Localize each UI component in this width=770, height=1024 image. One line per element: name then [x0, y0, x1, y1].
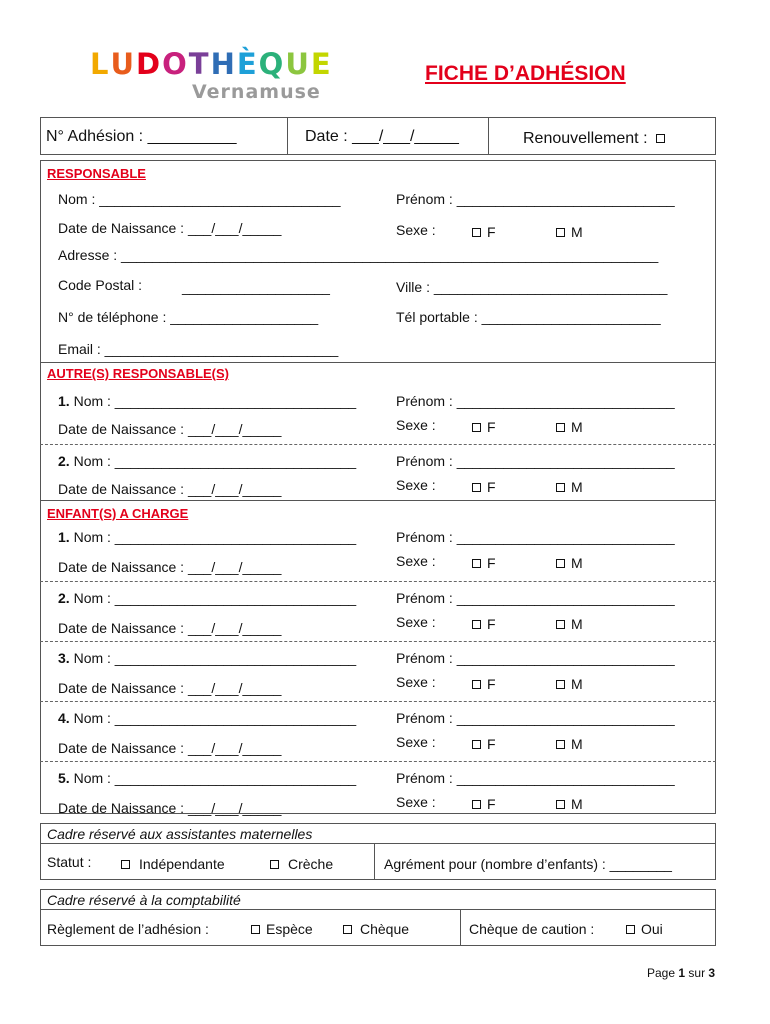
- page-number: [647, 966, 715, 980]
- renouvellement-label: [523, 131, 671, 147]
- option-label: F: [487, 796, 496, 812]
- checkbox-icon[interactable]: [556, 228, 565, 237]
- sexe-label: Sexe :: [396, 553, 436, 569]
- nom-line[interactable]: Nom : _______________________________: [69, 393, 357, 409]
- sexe-label: Sexe :: [396, 674, 436, 690]
- option-label: M: [571, 479, 583, 495]
- enfants-4-sexe-m[interactable]: [556, 736, 583, 752]
- sexe-label: Sexe :: [396, 734, 436, 750]
- header-divider-1: [287, 117, 288, 155]
- checkbox-icon[interactable]: [556, 483, 565, 492]
- checkbox-icon[interactable]: [251, 925, 260, 934]
- enfants-4-naissance-field[interactable]: [58, 740, 281, 756]
- enfants-2-prenom-field[interactable]: [396, 590, 675, 606]
- autres-2-nom-field[interactable]: [58, 453, 356, 469]
- section-enfants-heading: ENFANT(S) A CHARGE: [47, 506, 189, 521]
- option-label: Crèche: [288, 856, 334, 872]
- responsable-ville-field[interactable]: Ville : ______________________________: [396, 279, 668, 295]
- option-label: Chèque: [360, 921, 410, 937]
- enfants-4-nom-field[interactable]: [58, 710, 356, 726]
- section-responsable-heading: RESPONSABLE: [47, 166, 146, 181]
- prenom-line[interactable]: Prénom : ____________________________: [396, 529, 675, 545]
- logo-letter: O: [162, 47, 189, 81]
- naissance-line[interactable]: Date de Naissance : ___/___/_____: [58, 740, 282, 756]
- item-number: 2.: [58, 590, 70, 606]
- option-label: F: [487, 479, 496, 495]
- prenom-line[interactable]: Prénom : ____________________________: [396, 590, 675, 606]
- prenom-line[interactable]: Prénom : ____________________________: [396, 453, 675, 469]
- naissance-line[interactable]: Date de Naissance : ___/___/_____: [58, 800, 282, 816]
- sexe-label: Sexe :: [396, 417, 436, 433]
- logo-subtitle: Vernamuse: [192, 81, 321, 103]
- enfants-3-nom-field[interactable]: [58, 650, 356, 666]
- checkbox-icon[interactable]: [472, 740, 481, 749]
- row-divider: [40, 761, 716, 762]
- enfants-1-sexe-m[interactable]: [556, 555, 583, 571]
- enfants-3-sexe-f[interactable]: [472, 676, 496, 692]
- row-divider: [40, 641, 716, 642]
- responsable-sexe-m[interactable]: [556, 224, 583, 240]
- enfants-5-naissance-field[interactable]: [58, 800, 281, 816]
- checkbox-icon[interactable]: [270, 860, 279, 869]
- naissance-line[interactable]: Date de Naissance : ___/___/_____: [58, 481, 282, 497]
- nom-line[interactable]: Nom : _______________________________: [69, 453, 357, 469]
- checkbox-icon[interactable]: [472, 559, 481, 568]
- enfants-1-naissance-field[interactable]: [58, 559, 281, 575]
- autres-1-prenom-field[interactable]: [396, 393, 675, 409]
- naissance-line[interactable]: Date de Naissance : ___/___/_____: [58, 421, 282, 437]
- logo-letter: Q: [258, 47, 286, 81]
- item-number: 1.: [58, 529, 70, 545]
- checkbox-icon[interactable]: [556, 740, 565, 749]
- logo-letter: U: [110, 47, 137, 81]
- enfants-1-prenom-field[interactable]: [396, 529, 675, 545]
- sexe-label: Sexe :: [396, 477, 436, 493]
- reglement-espece[interactable]: [251, 921, 313, 937]
- logo-letter: U: [285, 47, 311, 81]
- autres-1-sexe-m[interactable]: [556, 419, 583, 435]
- logo-letter: E: [310, 47, 333, 81]
- item-number: 5.: [58, 770, 70, 786]
- sexe-label: Sexe :: [396, 614, 436, 630]
- enfants-3-sexe-label: [396, 674, 436, 690]
- option-label: F: [487, 676, 496, 692]
- sexe-label: Sexe :: [396, 794, 436, 810]
- responsable-naissance-field[interactable]: Date de Naissance : ___/___/_____: [58, 220, 282, 236]
- renouvellement-checkbox[interactable]: [656, 134, 665, 143]
- item-number: 1.: [58, 393, 70, 409]
- autres-2-sexe-label: [396, 477, 436, 493]
- enfants-2-sexe-label: [396, 614, 436, 630]
- checkbox-icon[interactable]: [472, 680, 481, 689]
- enfants-4-sexe-label: [396, 734, 436, 750]
- logo-letter: H: [210, 47, 237, 81]
- adhesion-number-field[interactable]: N° Adhésion : __________: [46, 128, 237, 145]
- assistantes-vdivider: [374, 843, 375, 880]
- enfants-5-nom-field[interactable]: [58, 770, 356, 786]
- page-current: 1: [678, 966, 686, 980]
- enfants-5-prenom-field[interactable]: [396, 770, 675, 786]
- nom-line[interactable]: Nom : _______________________________: [69, 590, 357, 606]
- prenom-line[interactable]: Prénom : ____________________________: [396, 710, 675, 726]
- responsable-nom-field[interactable]: Nom : _______________________________: [58, 191, 341, 207]
- enfants-1-sexe-f[interactable]: [472, 555, 496, 571]
- row-divider: [40, 444, 716, 445]
- reglement-label: Règlement de l’adhésion :: [47, 921, 209, 937]
- logo-letter: È: [236, 47, 259, 81]
- page-sur: sur: [688, 966, 706, 980]
- prenom-line[interactable]: Prénom : ____________________________: [396, 770, 675, 786]
- checkbox-icon[interactable]: [556, 680, 565, 689]
- assistantes-divider: [40, 843, 716, 844]
- responsable-portable-field[interactable]: Tél portable : _______________________: [396, 309, 661, 325]
- item-number: 2.: [58, 453, 70, 469]
- responsable-email-field[interactable]: Email : ______________________________: [58, 341, 339, 357]
- nom-line[interactable]: Nom : _______________________________: [69, 650, 357, 666]
- option-label: M: [571, 676, 583, 692]
- checkbox-icon[interactable]: [121, 860, 130, 869]
- option-label: M: [571, 616, 583, 632]
- prenom-line[interactable]: Prénom : ____________________________: [396, 650, 675, 666]
- option-label: M: [571, 736, 583, 752]
- row-divider: [40, 701, 716, 702]
- checkbox-icon[interactable]: [472, 228, 481, 237]
- checkbox-icon[interactable]: [472, 800, 481, 809]
- responsable-adresse-field[interactable]: Adresse : _____________________________________________________________________: [58, 247, 659, 263]
- enfants-1-sexe-label: [396, 553, 436, 569]
- statut-independante[interactable]: [121, 856, 225, 872]
- statut-creche[interactable]: [270, 856, 333, 872]
- option-label: Indépendante: [139, 856, 225, 872]
- responsable-code-postal-label: Code Postal :: [58, 277, 143, 293]
- checkbox-icon[interactable]: [556, 800, 565, 809]
- checkbox-icon[interactable]: [626, 925, 635, 934]
- logo-letter: T: [188, 47, 211, 81]
- comptabilite-divider: [40, 909, 716, 910]
- enfants-5-sexe-f[interactable]: [472, 796, 496, 812]
- checkbox-icon[interactable]: [472, 620, 481, 629]
- option-label: M: [571, 796, 583, 812]
- option-label: M: [571, 419, 583, 435]
- nom-line[interactable]: Nom : _______________________________: [69, 770, 357, 786]
- enfants-4-sexe-f[interactable]: [472, 736, 496, 752]
- caution-label: Chèque de caution :: [469, 921, 595, 937]
- enfants-2-sexe-m[interactable]: [556, 616, 583, 632]
- enfants-2-naissance-field[interactable]: [58, 620, 281, 636]
- logo-letter: L: [90, 47, 111, 81]
- option-label: Espèce: [266, 921, 313, 937]
- enfants-5-sexe-m[interactable]: [556, 796, 583, 812]
- nom-line[interactable]: Nom : _______________________________: [69, 529, 357, 545]
- logo-ludotheque: [90, 48, 333, 80]
- comptabilite-vdivider: [460, 909, 461, 946]
- option-label: F: [487, 616, 496, 632]
- page-total: 3: [708, 966, 716, 980]
- naissance-line[interactable]: Date de Naissance : ___/___/_____: [58, 680, 282, 696]
- checkbox-icon[interactable]: [343, 925, 352, 934]
- logo-letter: D: [136, 47, 163, 81]
- autres-2-naissance-field[interactable]: [58, 481, 281, 497]
- enfants-4-prenom-field[interactable]: [396, 710, 675, 726]
- caution-oui[interactable]: [626, 921, 663, 937]
- enfants-3-prenom-field[interactable]: [396, 650, 675, 666]
- checkbox-icon[interactable]: [472, 483, 481, 492]
- section-divider: [40, 362, 716, 363]
- item-number: 3.: [58, 650, 70, 666]
- section-divider: [40, 500, 716, 501]
- reglement-cheque[interactable]: [343, 921, 409, 937]
- responsable-telephone-field[interactable]: N° de téléphone : ___________________: [58, 309, 319, 325]
- autres-2-prenom-field[interactable]: [396, 453, 675, 469]
- autres-2-sexe-f[interactable]: [472, 479, 496, 495]
- option-label: Oui: [641, 921, 663, 937]
- autres-1-sexe-f[interactable]: [472, 419, 496, 435]
- row-divider: [40, 581, 716, 582]
- section-autres-heading: AUTRE(S) RESPONSABLE(S): [47, 366, 230, 381]
- enfants-3-naissance-field[interactable]: [58, 680, 281, 696]
- assistantes-heading: Cadre réservé aux assistantes maternelles: [47, 826, 313, 842]
- checkbox-icon[interactable]: [472, 423, 481, 432]
- date-field[interactable]: Date : ___/___/_____: [305, 128, 459, 145]
- page-prefix: Page: [647, 966, 676, 980]
- option-label: M: [571, 224, 583, 240]
- enfants-2-sexe-f[interactable]: [472, 616, 496, 632]
- responsable-sexe-label: Sexe :: [396, 222, 436, 238]
- checkbox-icon[interactable]: [556, 620, 565, 629]
- enfants-1-nom-field[interactable]: [58, 529, 356, 545]
- page-title: FICHE D’ADHÉSION: [425, 62, 626, 85]
- checkbox-icon[interactable]: [556, 423, 565, 432]
- enfants-5-sexe-label: [396, 794, 436, 810]
- prenom-line[interactable]: Prénom : ____________________________: [396, 393, 675, 409]
- item-number: 4.: [58, 710, 70, 726]
- autres-1-sexe-label: [396, 417, 436, 433]
- nom-line[interactable]: Nom : _______________________________: [69, 710, 357, 726]
- responsable-code-postal-field[interactable]: ___________________: [182, 279, 330, 295]
- autres-1-naissance-field[interactable]: [58, 421, 281, 437]
- option-label: F: [487, 419, 496, 435]
- option-label: F: [487, 555, 496, 571]
- enfants-3-sexe-m[interactable]: [556, 676, 583, 692]
- autres-2-sexe-m[interactable]: [556, 479, 583, 495]
- naissance-line[interactable]: Date de Naissance : ___/___/_____: [58, 620, 282, 636]
- naissance-line[interactable]: Date de Naissance : ___/___/_____: [58, 559, 282, 575]
- checkbox-icon[interactable]: [556, 559, 565, 568]
- option-label: F: [487, 736, 496, 752]
- enfants-2-nom-field[interactable]: [58, 590, 356, 606]
- renouvellement-text: Renouvellement :: [523, 130, 648, 147]
- option-label: F: [487, 224, 496, 240]
- header-divider-2: [488, 117, 489, 155]
- agrement-field[interactable]: Agrément pour (nombre d’enfants) : ________: [384, 856, 672, 872]
- autres-1-nom-field[interactable]: [58, 393, 356, 409]
- option-label: M: [571, 555, 583, 571]
- comptabilite-heading: Cadre réservé à la comptabilité: [47, 892, 241, 908]
- responsable-sexe-f[interactable]: [472, 224, 496, 240]
- statut-label: Statut :: [47, 854, 92, 870]
- responsable-prenom-field[interactable]: Prénom : ____________________________: [396, 191, 675, 207]
